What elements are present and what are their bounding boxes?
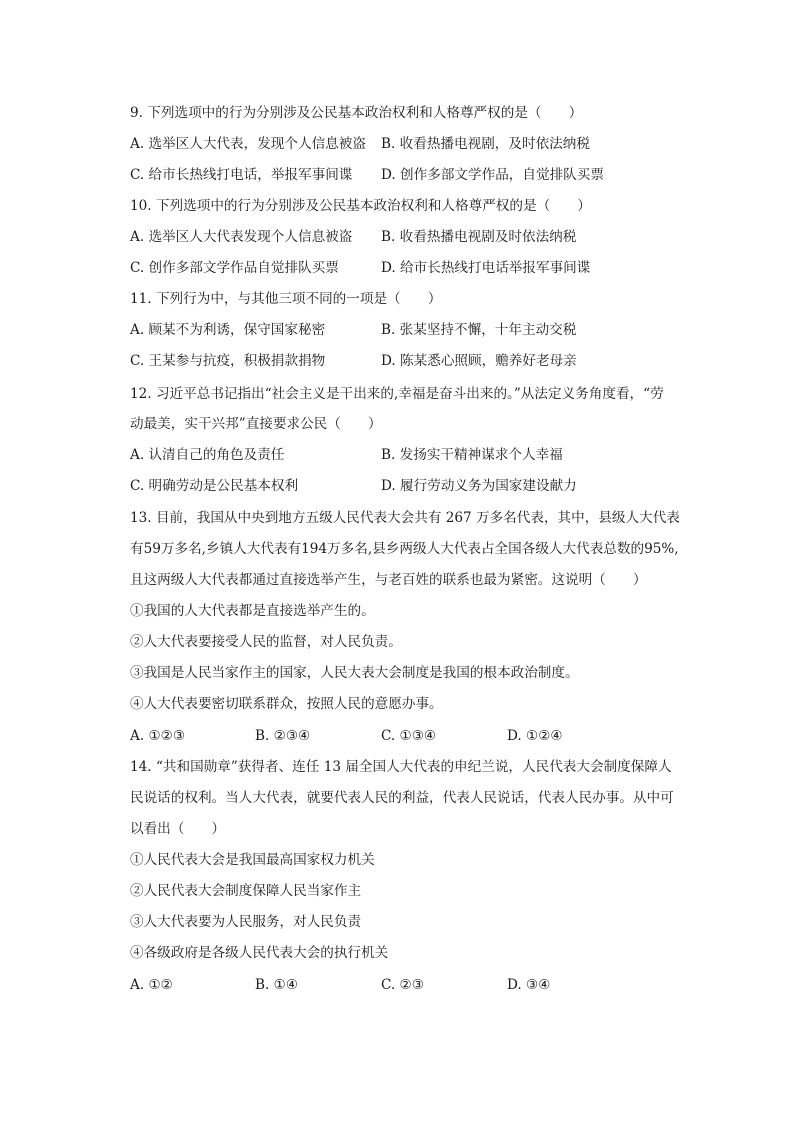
- question-9-option-a: A. 选举区人大代表，发现个人信息被盗: [130, 136, 366, 152]
- question-14-stem-line-2: 民说话的权利。当人大代表，就要代表人民的利益，代表人民说话，代表人民办事。从中可: [130, 790, 674, 806]
- question-14-statement-2: ②人民代表大会制度保障人民当家作主: [130, 883, 362, 899]
- question-10-option-c: C. 创作多部文学作品自觉排队买票: [130, 260, 339, 276]
- question-12-stem-line-2: 动最美，实干兴邦”直接要求公民（ ）: [130, 416, 382, 432]
- question-10-option-b: B. 收看热播电视剧及时依法纳税: [381, 229, 577, 245]
- question-13-stem-line-1: 13. 目前，我国从中央到地方五级人民代表大会共有 267 万多名代表，其中，县级人大代表: [130, 510, 680, 526]
- question-10-stem: 10. 下列选项中的行为分别涉及公民基本政治权利和人格尊严权的是（ ）: [130, 198, 591, 214]
- question-14-stem-line-3: 以看出（ ）: [130, 821, 226, 837]
- question-9-option-d: D. 创作多部文学作品，自觉排队买票: [381, 167, 604, 183]
- question-14-option-c: C. ②③: [381, 977, 424, 993]
- question-14-statement-1: ①人民代表大会是我国最高国家权力机关: [130, 852, 375, 868]
- question-12-option-b: B. 发扬实干精神谋求个人幸福: [381, 447, 563, 463]
- question-12-option-c: C. 明确劳动是公民基本权利: [130, 478, 299, 494]
- question-12-stem-line-1: 12. 习近平总书记指出“社会主义是干出来的,幸福是奋斗出来的。”从法定义务角度看，“劳: [130, 386, 664, 402]
- question-13-statement-3: ③我国是人民当家作主的国家，人民大表大会制度是我国的根本政治制度。: [130, 665, 579, 681]
- question-9-option-b: B. 收看热播电视剧，及时依法纳税: [381, 136, 590, 152]
- question-14-statement-3: ③人大代表要为人民服务，对人民负责: [130, 914, 362, 930]
- question-11-option-d: D. 陈某悉心照顾，赡养好老母亲: [381, 353, 577, 369]
- question-13-option-c: C. ①③④: [381, 728, 437, 744]
- question-13-option-d: D. ①②④: [507, 728, 563, 744]
- question-14-statement-4: ④各级政府是各级人民代表大会的执行机关: [130, 945, 389, 961]
- question-14-option-a: A. ①②: [130, 977, 173, 993]
- question-11-option-c: C. 王某参与抗疫，积极捐款捐物: [130, 353, 326, 369]
- question-13-stem-line-2: 有59万多名,乡镇人大代表有194万多名,县乡两级人大代表占全国各级人大代表总数的95%,: [130, 541, 679, 557]
- question-11-option-b: B. 张某坚持不懈，十年主动交税: [381, 322, 577, 338]
- question-13-option-a: A. ①②③: [130, 728, 186, 744]
- question-10-option-a: A. 选举区人大代表发现个人信息被盗: [130, 229, 353, 245]
- question-13-stem-line-3: 且这两级人大代表都通过直接选举产生，与老百姓的联系也最为紧密。这说明（ ）: [130, 572, 647, 588]
- question-14-stem-line-1: 14. “共和国勋章”获得者、连任 13 届全国人大代表的申纪兰说，人民代表大会制度保障人: [130, 759, 672, 775]
- question-9-stem: 9. 下列选项中的行为分别涉及公民基本政治权利和人格尊严权的是（ ）: [130, 105, 583, 121]
- question-11-option-a: A. 顾某不为利诱，保守国家秘密: [130, 322, 326, 338]
- question-14-option-d: D. ③④: [507, 977, 551, 993]
- question-9-option-c: C. 给市长热线打电话，举报军事间谍: [130, 167, 353, 183]
- question-14-option-b: B. ①④: [255, 977, 299, 993]
- question-13-statement-1: ①我国的人大代表都是直接选举产生的。: [130, 603, 375, 619]
- question-13-option-b: B. ②③④: [255, 728, 311, 744]
- question-11-stem: 11. 下列行为中，与其他三项不同的一项是（ ）: [130, 291, 442, 307]
- question-13-statement-2: ②人大代表要接受人民的监督，对人民负责。: [130, 634, 402, 650]
- question-10-option-d: D. 给市长热线打电话举报军事间谍: [381, 260, 591, 276]
- question-13-statement-4: ④人大代表要密切联系群众，按照人民的意愿办事。: [130, 696, 443, 712]
- question-12-option-a: A. 认清自己的角色及责任: [130, 447, 285, 463]
- question-12-option-d: D. 履行劳动义务为国家建设献力: [381, 478, 577, 494]
